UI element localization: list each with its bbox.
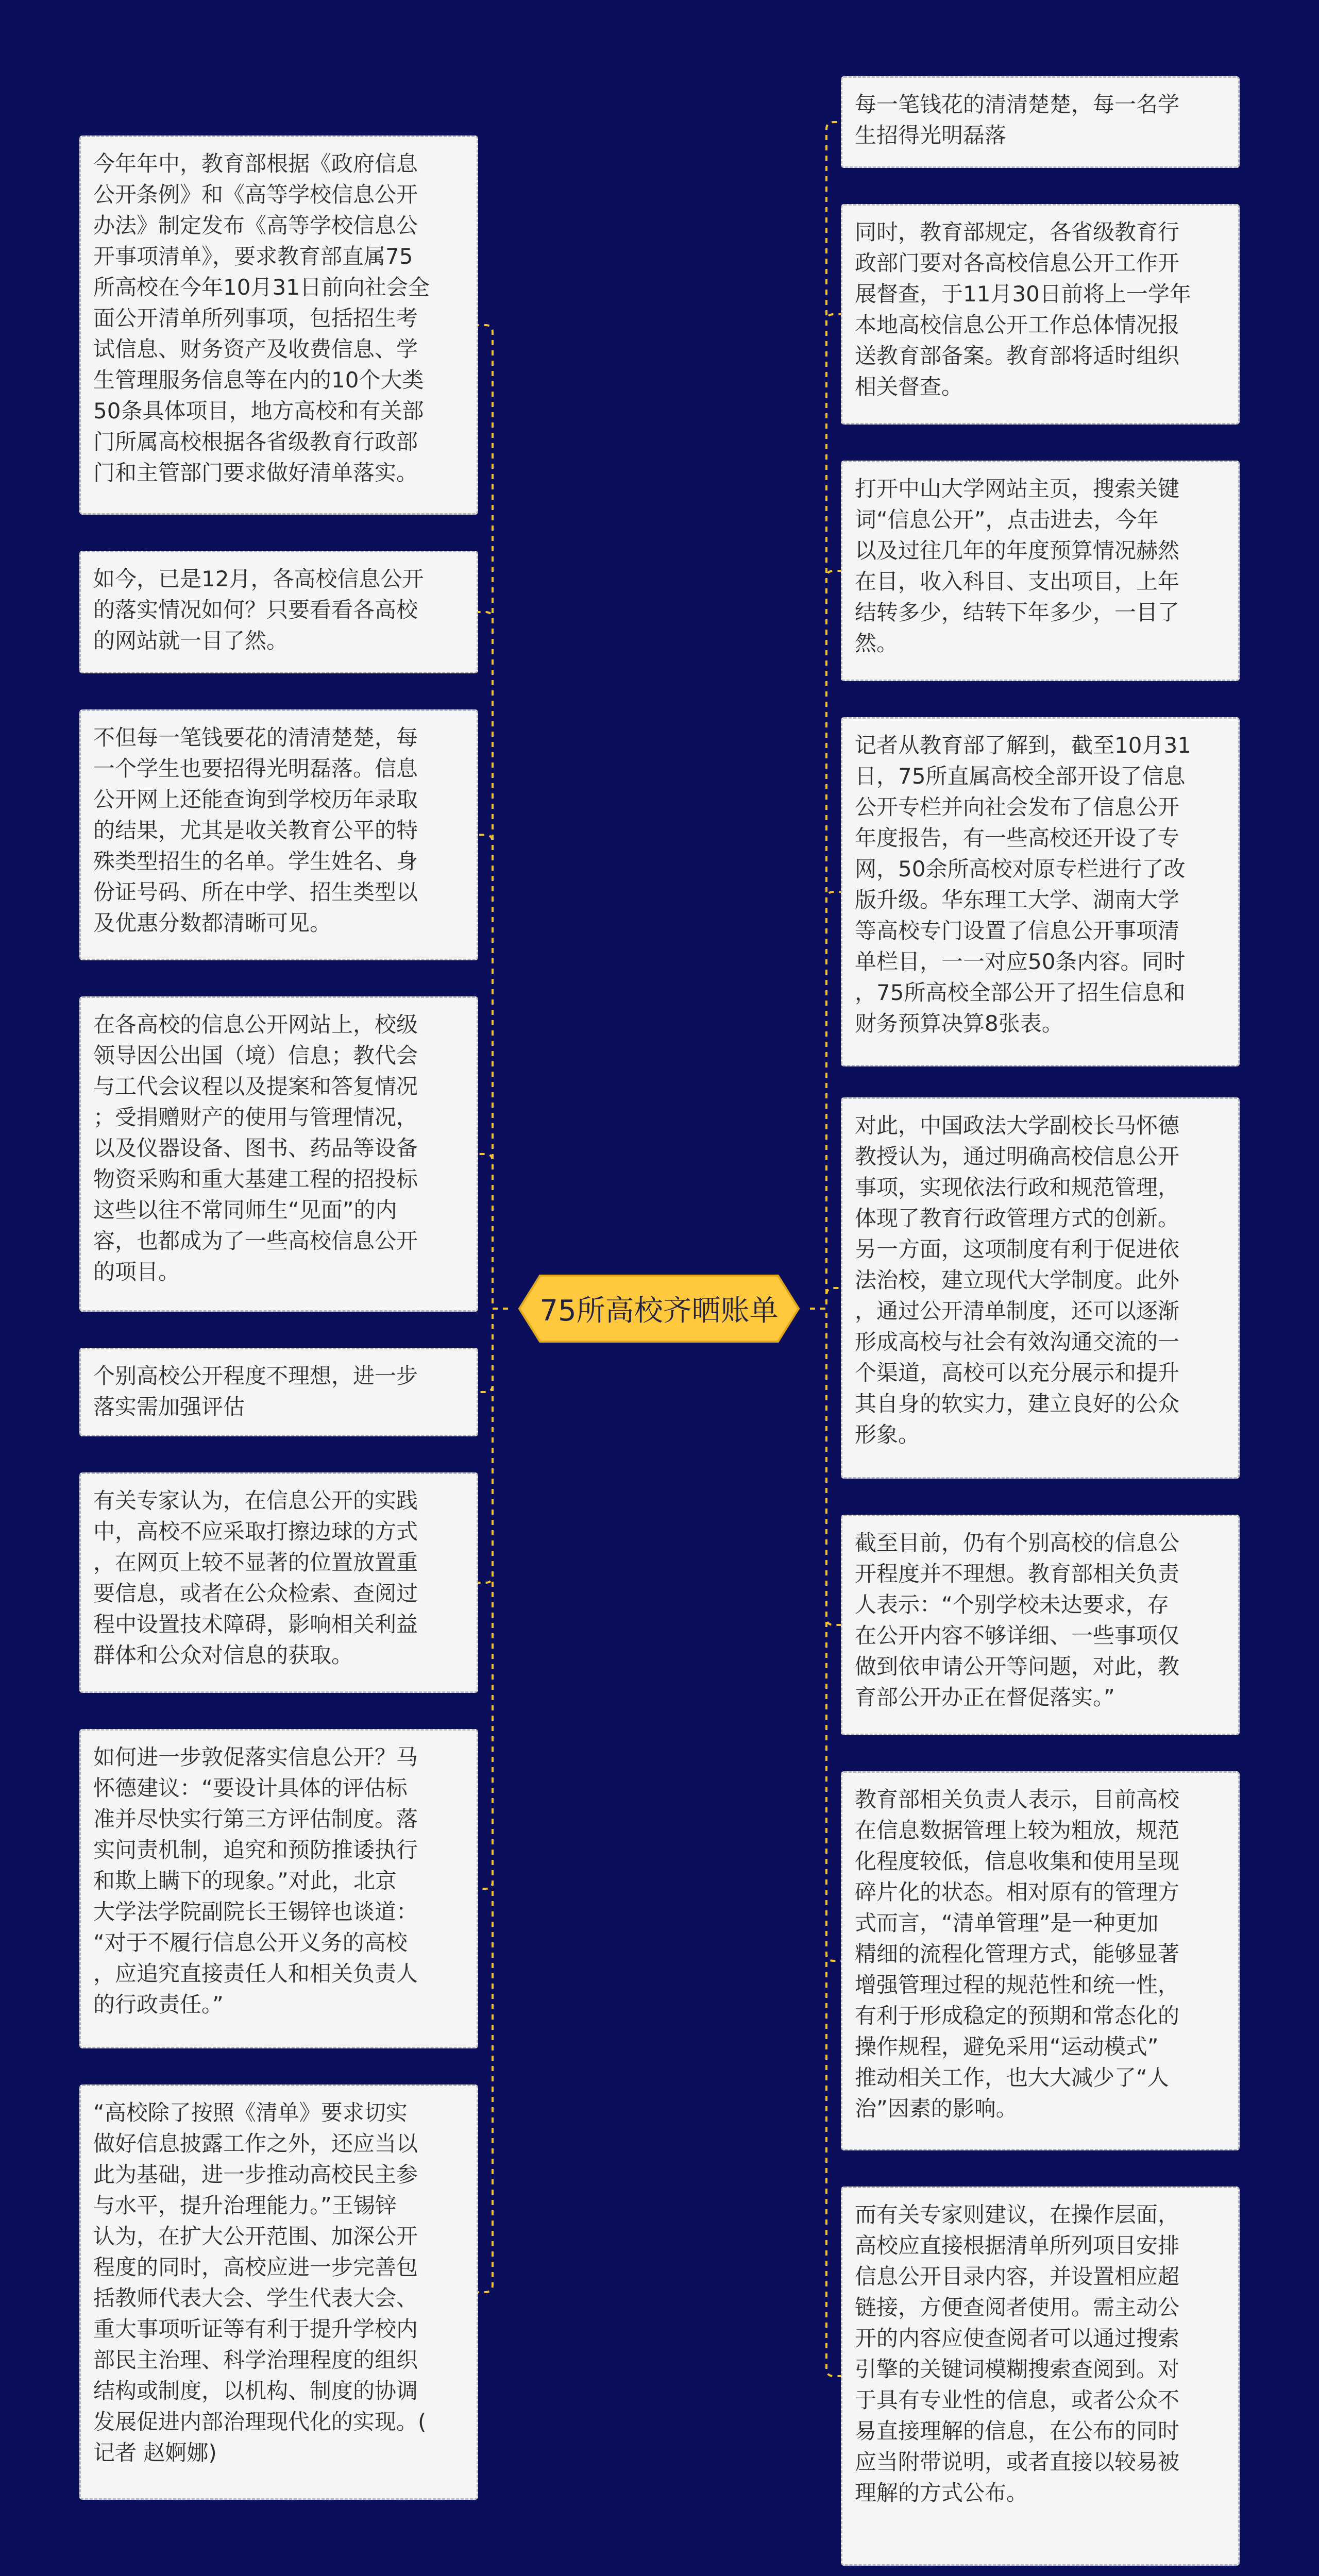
connector-left-2	[478, 612, 508, 1309]
left-node-6[interactable]: 有关专家认为，在信息公开的实践 中，高校不应采取打擦边球的方式 ，在网页上较不显著的位置放置重 要信息，或者在公众检索、查阅过 程中设置技术障碍，影响相关利益 群体和公众对信息的获取。	[79, 1472, 478, 1693]
right-node-7[interactable]: 教育部相关负责人表示，目前高校 在信息数据管理上较为粗放，规范 化程度较低，信息收集和使用呈现 碎片化的状态。相对原有的管理方 式而言，“清单管理”是一种更加 精细的流程化管理方式，能够显著 增强管理过程的规范性和统一性， 有利于形成稳定的预期和常态化的 操作规程，避免采用“运动模式” 推动相关工作，也大大减少了“人 治”因素的影响。	[841, 1771, 1240, 2150]
right-node-4[interactable]: 记者从教育部了解到，截至10月31 日，75所直属高校全部开设了信息 公开专栏并向社会发布了信息公开 年度报告，有一些高校还开设了专 网，50余所高校对原专栏进行了改 版升级。华东理工大学、湖南大学 等高校专门设置了信息公开事项清 单栏目，一一对应50条内容。同时 ，75所高校全部公开了招生信息和 财务预算决算8张表。	[841, 717, 1240, 1066]
left-node-5[interactable]: 个别高校公开程度不理想，进一步 落实需加强评估	[79, 1348, 478, 1436]
connector-left-5	[478, 1309, 508, 1392]
central-topic-label: 75所高校齐晒账单	[539, 1294, 779, 1328]
left-node-8[interactable]: “高校除了按照《清单》要求切实 做好信息披露工作之外，还应当以 此为基础，进一步推动高校民主参 与水平，提升治理能力。”王锡锌 认为，在扩大公开范围、加深公开 程度的同时，高校应进一步完善包 括教师代表大会、学生代表大会、 重大事项听证等有利于提升学校内 部民主治理、科学治理程度的组织 结构或制度，以机构、制度的协调 发展促进内部治理现代化的实现。( 记者 赵婀娜)	[79, 2084, 478, 2500]
right-node-8[interactable]: 而有关专家则建议，在操作层面， 高校应直接根据清单所列项目安排 信息公开目录内容，并设置相应超 链接，方便查阅者使用。需主动公 开的内容应使查阅者可以通过搜索 引擎的关键词模糊搜索查阅到。对 于具有专业性的信息，或者公众不 易直接理解的信息，在公布的同时 应当附带说明，或者直接以较易被 理解的方式公布。	[841, 2187, 1240, 2566]
right-node-5[interactable]: 对此，中国政法大学副校长马怀德 教授认为，通过明确高校信息公开 事项，实现依法行政和规范管理， 体现了教育行政管理方式的创新。 另一方面，这项制度有利于促进依 法治校，建立现代大学制度。此外 ，通过公开清单制度，还可以逐渐 形成高校与社会有效沟通交流的一 个渠道，高校可以充分展示和提升 其自身的软实力，建立良好的公众 形象。	[841, 1097, 1240, 1479]
left-node-3[interactable]: 不但每一笔钱要花的清清楚楚，每 一个学生也要招得光明磊落。信息 公开网上还能查询到学校历年录取 的结果，尤其是收关教育公平的特 殊类型招生的名单。学生姓名、身 份证号码、所在中学、招生类型以 及优惠分数都清晰可见。	[79, 709, 478, 960]
connector-right-3	[810, 571, 841, 1309]
connector-left-1	[478, 325, 508, 1309]
left-node-2[interactable]: 如今，已是12月，各高校信息公开 的落实情况如何？只要看看各高校 的网站就一目了然。	[79, 551, 478, 673]
connector-left-4	[478, 1154, 508, 1309]
connector-right-2	[810, 314, 841, 1309]
central-topic[interactable]	[508, 1272, 810, 1346]
left-node-7[interactable]: 如何进一步敦促落实信息公开？马 怀德建议：“要设计具体的评估标 准并尽快实行第三方评估制度。落 实问责机制，追究和预防推诿执行 和欺上瞒下的现象。”对此，北京 大学法学院副院长王锡锌也谈道： “对于不履行信息公开义务的高校 ，应追究直接责任人和相关负责人 的行政责任。”	[79, 1729, 478, 2048]
connector-right-4	[810, 892, 841, 1309]
connector-left-6	[478, 1309, 508, 1583]
connector-right-1	[810, 122, 841, 1309]
connector-right-5	[810, 1288, 841, 1309]
connector-left-3	[478, 835, 508, 1309]
right-node-6[interactable]: 截至目前，仍有个别高校的信息公 开程度并不理想。教育部相关负责 人表示：“个别学校未达要求，存 在公开内容不够详细、一些事项仅 做到依申请公开等问题，对此，教 育部公开办正在督促落实。”	[841, 1515, 1240, 1735]
left-node-1[interactable]: 今年年中，教育部根据《政府信息 公开条例》和《高等学校信息公开 办法》制定发布《高等学校信息公 开事项清单》，要求教育部直属75 所高校在今年10月31日前向社会全 面公开清单所列事项，包括招生考 试信息、财务资产及收费信息、学 生管理服务信息等在内的10个大类 50条具体项目，地方高校和有关部 门所属高校根据各省级教育行政部 门和主管部门要求做好清单落实。	[79, 135, 478, 515]
left-node-4[interactable]: 在各高校的信息公开网站上，校级 领导因公出国（境）信息；教代会 与工代会议程以及提案和答复情况 ；受捐赠财产的使用与管理情况， 以及仪器设备、图书、药品等设备 物资采购和重大基建工程的招投标 这些以往不常同师生“见面”的内 容，也都成为了一些高校信息公开 的项目。	[79, 996, 478, 1312]
connector-right-7	[810, 1309, 841, 1961]
connector-right-8	[810, 1309, 841, 2376]
connector-right-6	[810, 1309, 841, 1625]
right-node-3[interactable]: 打开中山大学网站主页，搜索关键 词“信息公开”，点击进去，今年 以及过往几年的年度预算情况赫然 在目，收入科目、支出项目，上年 结转多少，结转下年多少，一目了 然。	[841, 461, 1240, 681]
right-node-1[interactable]: 每一笔钱花的清清楚楚，每一名学 生招得光明磊落	[841, 76, 1240, 168]
connector-left-7	[478, 1309, 508, 1889]
right-node-2[interactable]: 同时，教育部规定，各省级教育行 政部门要对各高校信息公开工作开 展督查，于11月30日前将上一学年 本地高校信息公开工作总体情况报 送教育部备案。教育部将适时组织 相关督查。	[841, 204, 1240, 425]
connector-left-8	[478, 1309, 508, 2292]
